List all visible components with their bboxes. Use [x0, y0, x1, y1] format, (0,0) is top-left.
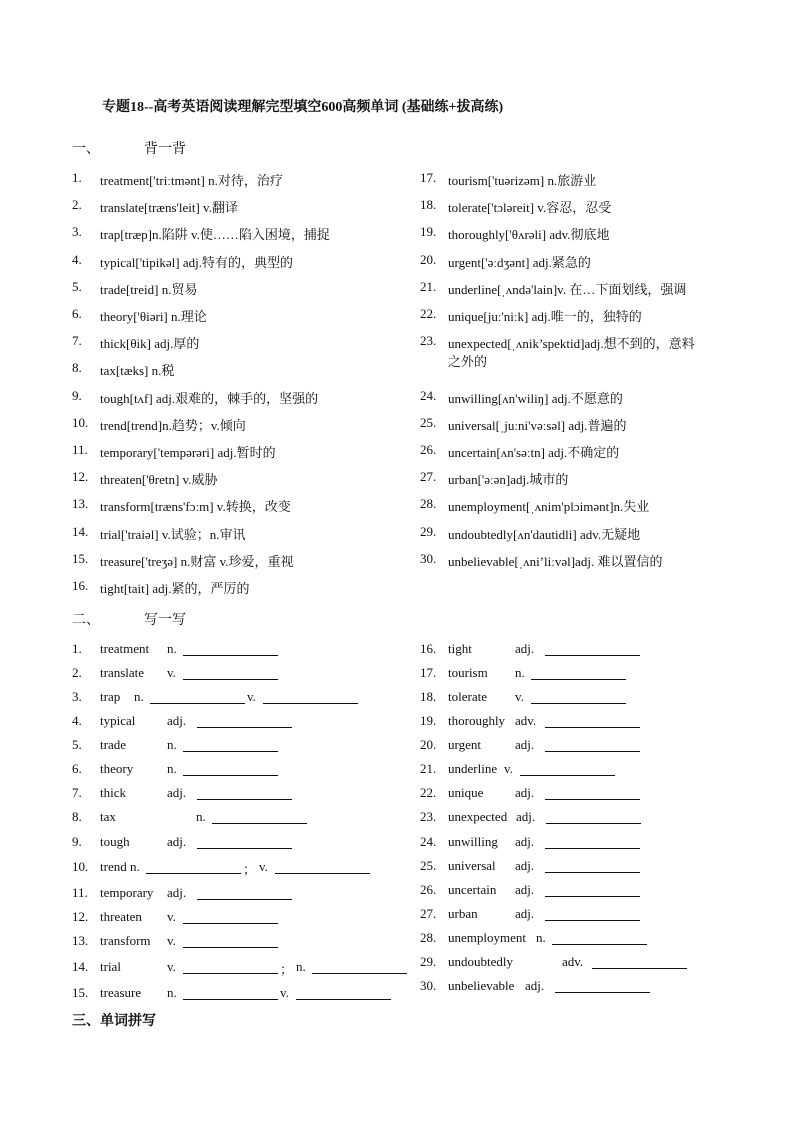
part-of-speech: adj.: [525, 978, 545, 993]
entry-word: treatment: [100, 641, 150, 656]
entry-text: tolerate['tɔləreit] v.容忍，忍受: [448, 200, 612, 216]
entry-number: 20.: [420, 251, 437, 267]
entry-number: 10.: [72, 859, 89, 874]
answer-blank[interactable]: [545, 884, 640, 897]
answer-blank[interactable]: [146, 861, 241, 874]
entry-number: 1.: [72, 641, 82, 656]
section-number: 二、: [72, 613, 100, 628]
part-of-speech: adj.: [515, 737, 535, 752]
entry-number: 24.: [420, 834, 437, 849]
part-of-speech: n.: [515, 665, 525, 680]
entry-number: 21.: [420, 761, 437, 776]
entry-text-continuation: 之外的: [448, 354, 488, 370]
part-of-speech: adj.: [167, 785, 187, 800]
answer-blank[interactable]: [520, 763, 615, 776]
entry-number: 16.: [72, 578, 89, 593]
entry-number: 28.: [420, 496, 437, 512]
entry-number: 15.: [72, 985, 89, 1000]
entry-text: tough[tʌf] adj.艰难的，棘手的，坚强的: [100, 390, 319, 406]
answer-blank[interactable]: [545, 739, 640, 752]
entry-number: 23.: [420, 809, 437, 824]
answer-blank[interactable]: [545, 715, 640, 728]
section-write-heading: [72, 609, 186, 629]
part-of-speech: adj.: [167, 713, 187, 728]
entry-number: 13.: [72, 933, 89, 948]
entry-text: tourism['tuərizəm] n.旅游业: [448, 173, 597, 188]
part-of-speech: adv.: [562, 954, 584, 969]
answer-blank[interactable]: [150, 691, 245, 704]
answer-blank[interactable]: [552, 932, 647, 945]
entry-number: 27.: [420, 906, 437, 921]
answer-blank[interactable]: [312, 961, 407, 974]
page-title: 专题18--高考英语阅读理解完型填空600高频单词 (基础练+拔高练): [102, 100, 504, 115]
entry-number: 7.: [72, 785, 82, 800]
entry-number: 19.: [420, 713, 437, 728]
entry-number: 30.: [420, 978, 437, 993]
entry-number: 18.: [420, 197, 437, 213]
entry-text: thoroughly['θʌrəli] adv.彻底地: [448, 227, 610, 243]
entry-number: 8.: [72, 360, 82, 376]
part-of-speech: adj.: [515, 834, 535, 849]
entry-text: uncertain[ʌn'səːtn] adj.不确定的: [448, 445, 620, 460]
entry-text: typical['tipikəl] adj.特有的，典型的: [100, 254, 293, 270]
answer-blank[interactable]: [183, 667, 278, 680]
entry-number: 11.: [72, 885, 88, 900]
section-spelling-heading: 三、单词拼写: [72, 1014, 156, 1029]
entry-number: 25.: [420, 414, 437, 430]
entry-text: unexpected[ˌʌnik’spektid]adj.想不到的，意料: [448, 336, 695, 352]
entry-number: 27.: [420, 469, 437, 485]
answer-blank[interactable]: [545, 836, 640, 849]
entry-word: undoubtedly: [448, 954, 513, 969]
part-of-speech: adj.: [515, 882, 535, 897]
entry-number: 20.: [420, 737, 437, 752]
answer-blank[interactable]: [197, 836, 292, 849]
entry-word: unique: [448, 785, 484, 800]
entry-number: 26.: [420, 882, 437, 897]
entry-number: 9.: [72, 387, 82, 403]
entry-text: transform[træns'fɔːm] v.转换，改变: [100, 499, 291, 515]
answer-blank[interactable]: [183, 987, 278, 1000]
answer-blank[interactable]: [263, 691, 358, 704]
entry-text: theory['θiəri] n.理论: [100, 309, 207, 324]
entry-number: 2.: [72, 665, 82, 680]
entry-number: 13.: [72, 496, 89, 512]
answer-blank[interactable]: [183, 739, 278, 752]
entry-number: 29.: [420, 954, 437, 969]
part-of-speech: adv.: [515, 713, 537, 728]
answer-blank[interactable]: [545, 787, 640, 800]
part-of-speech: v.: [167, 959, 176, 974]
section-label: 写一写: [144, 613, 186, 628]
part-of-speech: adj.: [515, 785, 535, 800]
entry-number: 29.: [420, 523, 437, 539]
answer-blank[interactable]: [555, 980, 650, 993]
entry-word: thoroughly: [448, 713, 506, 728]
answer-blank[interactable]: [531, 667, 626, 680]
answer-blank[interactable]: [545, 643, 640, 656]
separator: ；: [280, 962, 294, 977]
entry-text: treasure['treʒə] n.财富 v.珍爱，重视: [100, 553, 294, 569]
answer-blank[interactable]: [183, 643, 278, 656]
entry-text: temporary['tempərəri] adj.暂时的: [100, 445, 276, 460]
entry-number: 17.: [420, 170, 437, 185]
answer-blank[interactable]: [545, 908, 640, 921]
part-of-speech: v.: [247, 689, 256, 704]
answer-blank[interactable]: [296, 987, 391, 1000]
part-of-speech: v.: [167, 933, 176, 948]
part-of-speech: v.: [167, 665, 176, 680]
entry-text: underline[ˌʌndə'lain]v. 在…下面划线，强调: [448, 281, 687, 297]
entry-number: 22.: [420, 785, 437, 800]
entry-number: 4.: [72, 251, 82, 267]
entry-number: 3.: [72, 689, 82, 704]
entry-number: 16.: [420, 641, 437, 656]
part-of-speech: v.: [259, 859, 268, 874]
entry-number: 26.: [420, 442, 437, 457]
answer-blank[interactable]: [212, 811, 307, 824]
entry-text: trade[treid] n.贸易: [100, 281, 198, 297]
entry-number: 14.: [72, 959, 89, 974]
entry-number: 12.: [72, 909, 89, 924]
answer-blank[interactable]: [183, 763, 278, 776]
entry-number: 23.: [420, 333, 437, 349]
entry-text: trend[trend]n.趋势；v.倾向: [100, 417, 246, 433]
part-of-speech: adj.: [515, 641, 535, 656]
entry-word: universal: [448, 858, 496, 873]
entry-text: unique[juː'niːk] adj.唯一的，独特的: [448, 309, 642, 324]
entry-word: trend: [100, 859, 127, 874]
entry-number: 7.: [72, 333, 82, 349]
section-label: 背一背: [144, 142, 186, 157]
entry-number: 4.: [72, 713, 82, 728]
entry-word: uncertain: [448, 882, 497, 897]
entry-word: trap: [100, 689, 121, 704]
entry-word: thick: [100, 785, 126, 800]
entry-number: 28.: [420, 930, 437, 945]
entry-text: undoubtedly[ʌn'dautidli] adv.无疑地: [448, 526, 641, 542]
entry-word: unemployment: [448, 930, 526, 945]
answer-blank[interactable]: [275, 861, 370, 874]
entry-word: threaten: [100, 909, 142, 924]
entry-number: 5.: [72, 737, 82, 752]
entry-text: unbelievable[ˌʌni’liːvəl]adj. 难以置信的: [448, 553, 663, 569]
entry-number: 2.: [72, 197, 82, 213]
entry-text: thick[θik] adj.厚的: [100, 336, 200, 352]
part-of-speech: n.: [134, 689, 144, 704]
entry-word: treasure: [100, 985, 142, 1000]
answer-blank[interactable]: [183, 911, 278, 924]
part-of-speech: n.: [196, 809, 206, 824]
entry-text: urgent['əːdʒənt] adj.紧急的: [448, 254, 591, 270]
entry-number: 11.: [72, 442, 88, 457]
part-of-speech: n.: [167, 737, 177, 752]
entry-text: trap[træp]n.陷阱 v.使……陷入困境，捕捉: [100, 227, 330, 243]
entry-number: 9.: [72, 834, 82, 849]
entry-number: 8.: [72, 809, 82, 824]
entry-word: typical: [100, 713, 136, 728]
section-number: 一、: [72, 142, 100, 157]
entry-word: tight: [448, 641, 472, 656]
entry-text: treatment['triːtmənt] n.对待，治疗: [100, 173, 283, 188]
answer-blank[interactable]: [592, 956, 687, 969]
entry-text: threaten['θretn] v.威胁: [100, 472, 218, 488]
entry-number: 14.: [72, 523, 89, 539]
answer-blank[interactable]: [183, 961, 278, 974]
answer-blank[interactable]: [545, 860, 640, 873]
entry-word: unwilling: [448, 834, 498, 849]
answer-blank[interactable]: [197, 715, 292, 728]
entry-number: 15.: [72, 550, 89, 566]
part-of-speech: adj.: [515, 906, 535, 921]
part-of-speech: adj.: [515, 858, 535, 873]
part-of-speech: v.: [515, 689, 524, 704]
answer-blank[interactable]: [197, 787, 292, 800]
entry-word: tough: [100, 834, 130, 849]
part-of-speech: adj.: [167, 885, 187, 900]
part-of-speech: v.: [280, 985, 289, 1000]
part-of-speech: adj.: [516, 809, 536, 824]
part-of-speech: adj.: [167, 834, 187, 849]
part-of-speech: n.: [296, 959, 306, 974]
entry-word: tolerate: [448, 689, 487, 704]
entry-word: trade: [100, 737, 126, 752]
entry-number: 10.: [72, 414, 89, 430]
entry-number: 22.: [420, 306, 437, 321]
entry-text: trial['traiəl] v.试验；n.审讯: [100, 526, 246, 542]
part-of-speech: n.: [167, 761, 177, 776]
entry-text: unemployment[ˌʌnim'plɔimənt]n.失业: [448, 499, 650, 515]
part-of-speech: n.: [167, 985, 177, 1000]
entry-text: unwilling[ʌn'wiliŋ] adj.不愿意的: [448, 390, 623, 406]
entry-number: 24.: [420, 387, 437, 403]
entry-word: theory: [100, 761, 134, 776]
entry-text: tight[tait] adj.紧的，严厉的: [100, 581, 250, 596]
entry-number: 1.: [72, 170, 82, 185]
entry-word: underline: [448, 761, 498, 776]
part-of-speech: n.: [167, 641, 177, 656]
entry-number: 30.: [420, 550, 437, 566]
entry-word: tax: [100, 809, 116, 824]
entry-number: 21.: [420, 278, 437, 294]
entry-text: urban['əːən]adj.城市的: [448, 472, 569, 488]
answer-blank[interactable]: [197, 887, 292, 900]
answer-blank[interactable]: [183, 935, 278, 948]
entry-word: tourism: [448, 665, 488, 680]
entry-number: 12.: [72, 469, 89, 485]
entry-text: universal[ˌjuːni'vəːsəl] adj.普遍的: [448, 417, 627, 433]
entry-word: unbelievable: [448, 978, 515, 993]
entry-text: translate[træns'leit] v.翻译: [100, 200, 238, 216]
answer-blank[interactable]: [546, 811, 641, 824]
separator: ；: [243, 862, 257, 877]
entry-number: 18.: [420, 689, 437, 704]
part-of-speech: v.: [504, 761, 513, 776]
entry-word: urgent: [448, 737, 481, 752]
entry-number: 17.: [420, 665, 437, 680]
entry-text: tax[tæks] n.税: [100, 363, 175, 379]
entry-number: 5.: [72, 278, 82, 294]
entry-word: temporary: [100, 885, 154, 900]
section-recite-heading: [72, 138, 186, 158]
part-of-speech: n.: [536, 930, 546, 945]
entry-number: 6.: [72, 761, 82, 776]
entry-word: transform: [100, 933, 151, 948]
answer-blank[interactable]: [531, 691, 626, 704]
entry-number: 6.: [72, 306, 82, 321]
entry-number: 19.: [420, 224, 437, 240]
entry-word: unexpected: [448, 809, 508, 824]
entry-word: translate: [100, 665, 145, 680]
part-of-speech: n.: [130, 859, 140, 874]
entry-number: 25.: [420, 858, 437, 873]
entry-word: urban: [448, 906, 478, 921]
entry-word: trial: [100, 959, 121, 974]
entry-number: 3.: [72, 224, 82, 240]
part-of-speech: v.: [167, 909, 176, 924]
